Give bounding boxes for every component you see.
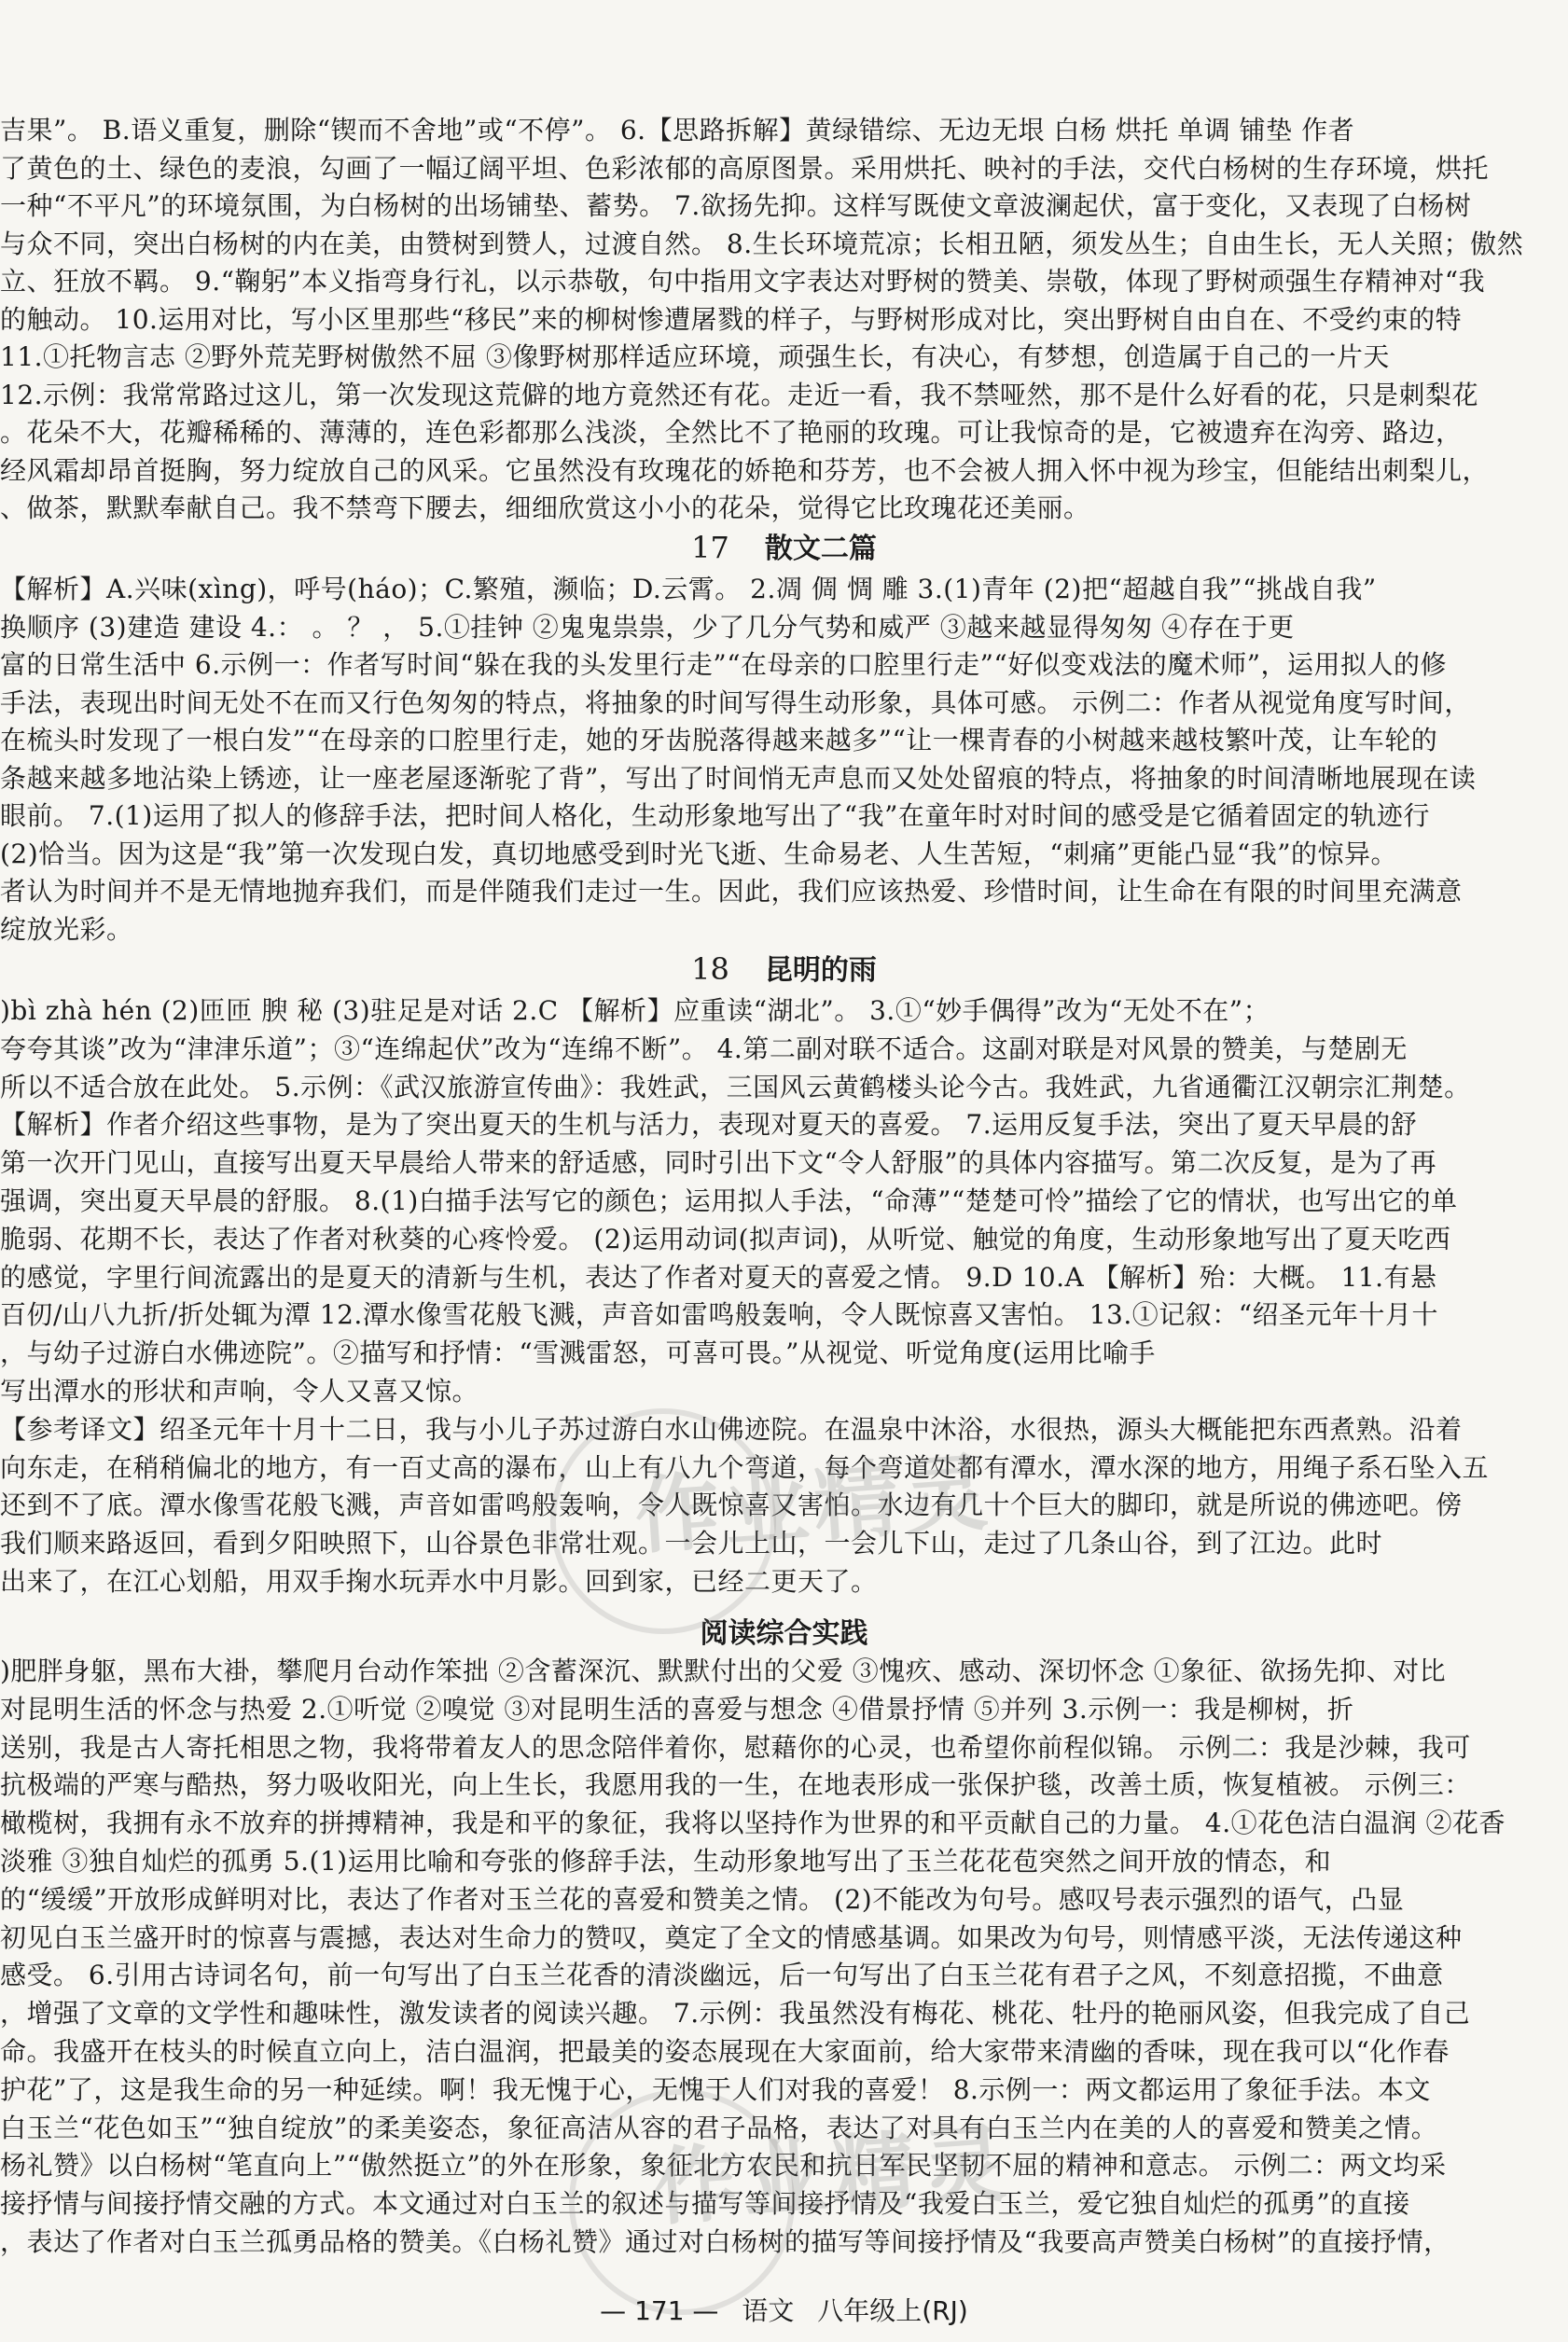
text-line: 出来了，在江心划船，用双手掬水玩弄水中月影。回到家，已经二更天了。 — [0, 1566, 878, 1597]
text-line: 初见白玉兰盛开时的惊喜与震撼，表达对生命力的赞叹，奠定了全文的情感基调。如果改为句号，则情感平淡，无法传递这种 — [0, 1921, 1463, 1953]
text-line: 绽放光彩。 — [0, 913, 133, 945]
text-line: 接抒情与间接抒情交融的方式。本文通过对白玉兰的叙述与描写等间接抒情及“我爱白玉兰，爱它独自灿烂的孤勇”的直接 — [0, 2188, 1410, 2220]
text-line: 条越来越多地沾染上锈迹，让一座老屋逐渐驼了背”，写出了时间悄无声息而又处处留痕的特点，将抽象的时间清晰地展现在读 — [0, 762, 1477, 794]
text-line: 还到不了底。潭水像雪花般飞溅，声音如雷鸣般轰响，令人既惊喜又害怕。水边有几十个巨大的脚印，就是所说的佛迹吧。傍 — [0, 1490, 1463, 1521]
text-line: 我们顺来路返回，看到夕阳映照下，山谷景色非常壮观。一会儿上山，一会儿下山，走过了几条山谷，到了江边。此时 — [0, 1528, 1383, 1559]
text-line: 11.①托物言志 ②野外荒芜野树傲然不屈 ③像野树那样适应环境，顽强生长，有决心，有梦想，创造属于自己的一片天 — [0, 341, 1390, 372]
text-line: 者认为时间并不是无情地抛弃我们，而是伴随我们走过一生。因此，我们应该热爱、珍惜时间，让生命在有限的时间里充满意 — [0, 876, 1463, 907]
text-line: 写出潭水的形状和声响，令人又喜又惊。 — [0, 1376, 479, 1407]
text-line: 所以不适合放在此处。 5.示例：《武汉旅游宣传曲》：我姓武，三国风云黄鹤楼头论今古。我姓武，九省通衢江汉朝宗汇荆楚。 — [0, 1071, 1471, 1102]
text-line: 白玉兰“花色如玉”“独自绽放”的柔美姿态，象征高洁从容的君子品格，表达了对具有白玉兰内在美的人的喜爱和赞美之情。 — [0, 2112, 1438, 2143]
text-line: 第一次开门见山，直接写出夏天早晨给人带来的舒适感，同时引出下文“令人舒服”的具体内容描写。第二次反复，是为了再 — [0, 1147, 1437, 1179]
text-line: 送别，我是古人寄托相思之物，我将带着友人的思念陪伴着你，慰藉你的心灵，也希望你前程似锦。 示例二：我是沙棘，我可 — [0, 1731, 1471, 1763]
text-line: 杨礼赞》以白杨树“笔直向上”“傲然挺立”的外在形象，象征北方农民和抗日军民坚韧不屈的精神和意志。 示例二：两文均采 — [0, 2150, 1447, 2182]
text-line: 立、狂放不羁。 9.“鞠躬”本义指弯身行礼，以示恭敬，句中指用文字表达对野树的赞美、崇敬，体现了野树顽强生存精神对“我 — [0, 266, 1486, 297]
text-line: 橄榄树，我拥有永不放弃的拼搏精神，我是和平的象征，我将以坚持作为世界的和平贡献自己的力量。 4.①花色洁白温润 ②花香 — [0, 1808, 1506, 1839]
text-line: 换顺序 (3)建造 建设 4.： 。 ？ ， 5.①挂钟 ②鬼鬼祟祟，少了几分气势和威严 ③越来越显得匆匆 ④存在于更 — [0, 611, 1295, 643]
text-line: ，增强了文章的文学性和趣味性，激发读者的阅读兴趣。 7.示例：我虽然没有梅花、桃花、牡丹的艳丽风姿，但我完成了自己 — [0, 1998, 1471, 2030]
text-line: 的感觉，字里行间流露出的是夏天的清新与生机，表达了作者对夏天的喜爱之情。 9.D 10.A 【解析】殆：大概。 11.有悬 — [0, 1261, 1437, 1293]
text-line: 命。我盛开在枝头的时候直立向上，洁白温润，把最美的姿态展现在大家面前，给大家带来清幽的香味，现在我可以“化作春 — [0, 2036, 1450, 2067]
text-line: 脆弱、花期不长，表达了作者对秋葵的心疼怜爱。 (2)运用动词(拟声词)，从听觉、触觉的角度，生动形象地写出了夏天吃西 — [0, 1223, 1451, 1254]
text-line: 抗极端的严寒与酷热，努力吸收阳光，向上生长，我愿用我的一生，在地表形成一张保护毯，改善土质，恢复植被。 示例三： — [0, 1769, 1471, 1801]
text-line: (2)恰当。因为这是“我”第一次发现白发，真切地感受到时光飞逝、生命易老、人生苦短，“刺痛”更能凸显“我”的惊异。 — [0, 838, 1398, 869]
text-line: 淡雅 ③独自灿烂的孤勇 5.(1)运用比喻和夸张的修辞手法，生动形象地写出了玉兰花花苞突然之间开放的情态，和 — [0, 1846, 1332, 1877]
page-footer — [0, 2291, 1568, 2328]
text-line: 强调，突出夏天早晨的舒服。 8.(1)白描手法写它的颜色；运用拟人手法，“命薄”“楚楚可怜”描绘了它的情状，也写出它的单 — [0, 1185, 1458, 1216]
text-line: 眼前。 7.(1)运用了拟人的修辞手法，把时间人格化，生动形象地写出了“我”在童年时对时间的感受是它循着固定的轨迹行 — [0, 800, 1430, 831]
text-line: 了黄色的土、绿色的麦浪，勾画了一幅辽阔平坦、色彩浓郁的高原图景。采用烘托、映衬的手法，交代白杨树的生存环境，烘托 — [0, 152, 1490, 184]
text-line: 【参考译文】绍圣元年十月十二日，我与小儿子苏过游白水山佛迹院。在温泉中沐浴，水很热，源头大概能把东西煮熟。沿着 — [0, 1413, 1463, 1445]
text-line: 夸夸其谈”改为“津津乐道”；③“连绵起伏”改为“连绵不断”。 4.第二副对联不适合。这副对联是对风景的赞美，与楚剧无 — [0, 1032, 1408, 1064]
section-18-number: 18 — [691, 951, 729, 987]
text-line: 感受。 6.引用古诗词名句，前一句写出了白玉兰花香的清淡幽远，后一句写出了白玉兰花有君子之风，不刻意招揽，不曲意 — [0, 1960, 1444, 1991]
section-17-number: 17 — [691, 530, 729, 565]
text-line: ，表达了作者对白玉兰孤勇品格的赞美。《白杨礼赞》通过对白杨树的描写等间接抒情及“我要高声赞美白杨树”的直接抒情， — [0, 2226, 1450, 2257]
page-number: — 171 — — [600, 2295, 719, 2326]
text-line: 。花朵不大，花瓣稀稀的、薄薄的，连色彩都那么浅淡，全然比不了艳丽的玫瑰。可让我惊奇的是，它被遗弃在沟旁、路边， — [0, 417, 1463, 448]
text-line: 富的日常生活中 6.示例一：作者写时间“躲在我的头发里行走”“在母亲的口腔里行走”“好似变戏法的魔术师”，运用拟人的修 — [0, 649, 1448, 680]
text-line: 在梳头时发现了一根白发”“在母亲的口腔里行走，她的牙齿脱落得越来越多”“让一棵青春的小树越来越枝繁叶茂，让车轮的 — [0, 725, 1438, 755]
text-line: 的“缓缓”开放形成鲜明对比，表达了作者对玉兰花的喜爱和赞美之情。 (2)不能改为句号。感叹号表示强烈的语气，凸显 — [0, 1883, 1405, 1915]
footer-grade: 八年级上(RJ) — [817, 2295, 968, 2326]
reading-practice-title: 阅读综合实践 — [700, 1617, 868, 1650]
text-line: 【解析】作者介绍这些事物，是为了突出夏天的生机与活力，表现对夏天的喜爱。 7.运用反复手法，突出了夏天早晨的舒 — [0, 1109, 1418, 1141]
watermark-bottom: 作业精灵 — [650, 2114, 1015, 2238]
text-line: ，与幼子过游白水佛迹院”。②描写和抒情：“雪溅雷怒，可喜可畏。”从视觉、听觉角度(运用比喻手 — [0, 1337, 1156, 1369]
text-line: 【解析】A.兴味(xìng)，呼号(háo)；C.繁殖，濒临；D.云霄。 2.凋 倜 惆 雕 3.(1)青年 (2)把“超越自我”“挑战自我” — [0, 574, 1377, 604]
section-18-heading — [0, 949, 1568, 991]
text-line: 、做茶，默默奉献自己。我不禁弯下腰去，细细欣赏这小小的花朵，觉得它比玫瑰花还美丽。 — [0, 492, 1090, 523]
text-line: )肥胖身躯，黑布大褂，攀爬月台动作笨拙 ②含蓄深沉、默默付出的父爱 ③愧疚、感动、深切怀念 ①象征、欲扬先抑、对比 — [0, 1656, 1447, 1686]
footer-subject: 语文 — [742, 2295, 795, 2326]
text-line: 百仞/山八九折/折处辄为潭 12.潭水像雪花般飞溅，声音如雷鸣般轰响，令人既惊喜又害怕。 13.①记叙：“绍圣元年十月十 — [0, 1299, 1439, 1331]
section-17-title: 散文二篇 — [764, 533, 877, 565]
watermark-top: 作业精灵 — [631, 1443, 996, 1567]
section-18-title: 昆明的雨 — [764, 954, 877, 987]
section-17-heading — [0, 527, 1568, 570]
text-line: )bì zhà hén (2)匝匝 腴 秘 (3)驻足是对话 2.C 【解析】应重读“湖北”。 3.①“妙手偶得”改为“无处不在”； — [0, 995, 1270, 1026]
text-line: 一种“不平凡”的环境氛围，为白杨树的出场铺垫、蓄势。 7.欲扬先抑。这样写既使文章波澜起伏，富于变化，又表现了白杨树 — [0, 190, 1472, 221]
text-line: 吉果”。 B.语义重复，删除“锲而不舍地”或“不停”。 6.【思路拆解】黄绿错综、无边无垠 白杨 烘托 单调 铺垫 作者 — [0, 115, 1355, 146]
reading-practice-heading — [0, 1614, 1568, 1655]
text-line: 经风霜却昂首挺胸，努力绽放自己的风采。它虽然没有玫瑰花的娇艳和芬芳，也不会被人拥入怀中视为珍宝，但能结出刺梨儿， — [0, 454, 1490, 486]
text-line: 12.示例：我常常路过这儿，第一次发现这荒僻的地方竟然还有花。走近一看，我不禁哑然，那不是什么好看的花，只是刺梨花 — [0, 379, 1479, 410]
text-line: 向东走，在稍稍偏北的地方，有一百丈高的瀑布，山上有八九个弯道，每个弯道处都有潭水，潭水深的地方，用绳子系石坠入五 — [0, 1451, 1490, 1483]
text-line: 对昆明生活的怀念与热爱 2.①听觉 ②嗅觉 ③对昆明生活的喜爱与想念 ④借景抒情 ⑤并列 3.示例一：我是柳树，折 — [0, 1693, 1354, 1725]
text-line: 与众不同，突出白杨树的内在美，由赞树到赞人，过渡自然。 8.生长环境荒凉；长相丑陋，须发丛生；自由生长，无人关照；傲然 — [0, 228, 1524, 259]
text-line: 手法，表现出时间无处不在而又行色匆匆的特点，将抽象的时间写得生动形象，具体可感。 示例二：作者从视觉角度写时间， — [0, 686, 1471, 718]
text-line: 的触动。 10.运用对比，写小区里那些“移民”来的柳树惨遭屠戮的样子，与野树形成对比，突出野树自由自在、不受约束的特 — [0, 303, 1463, 335]
text-line: 护花”了，这是我生命的另一种延续。啊！我无愧于心，无愧于人们对我的喜爱！ 8.示例一：两文都运用了象征手法。本文 — [0, 2073, 1431, 2105]
